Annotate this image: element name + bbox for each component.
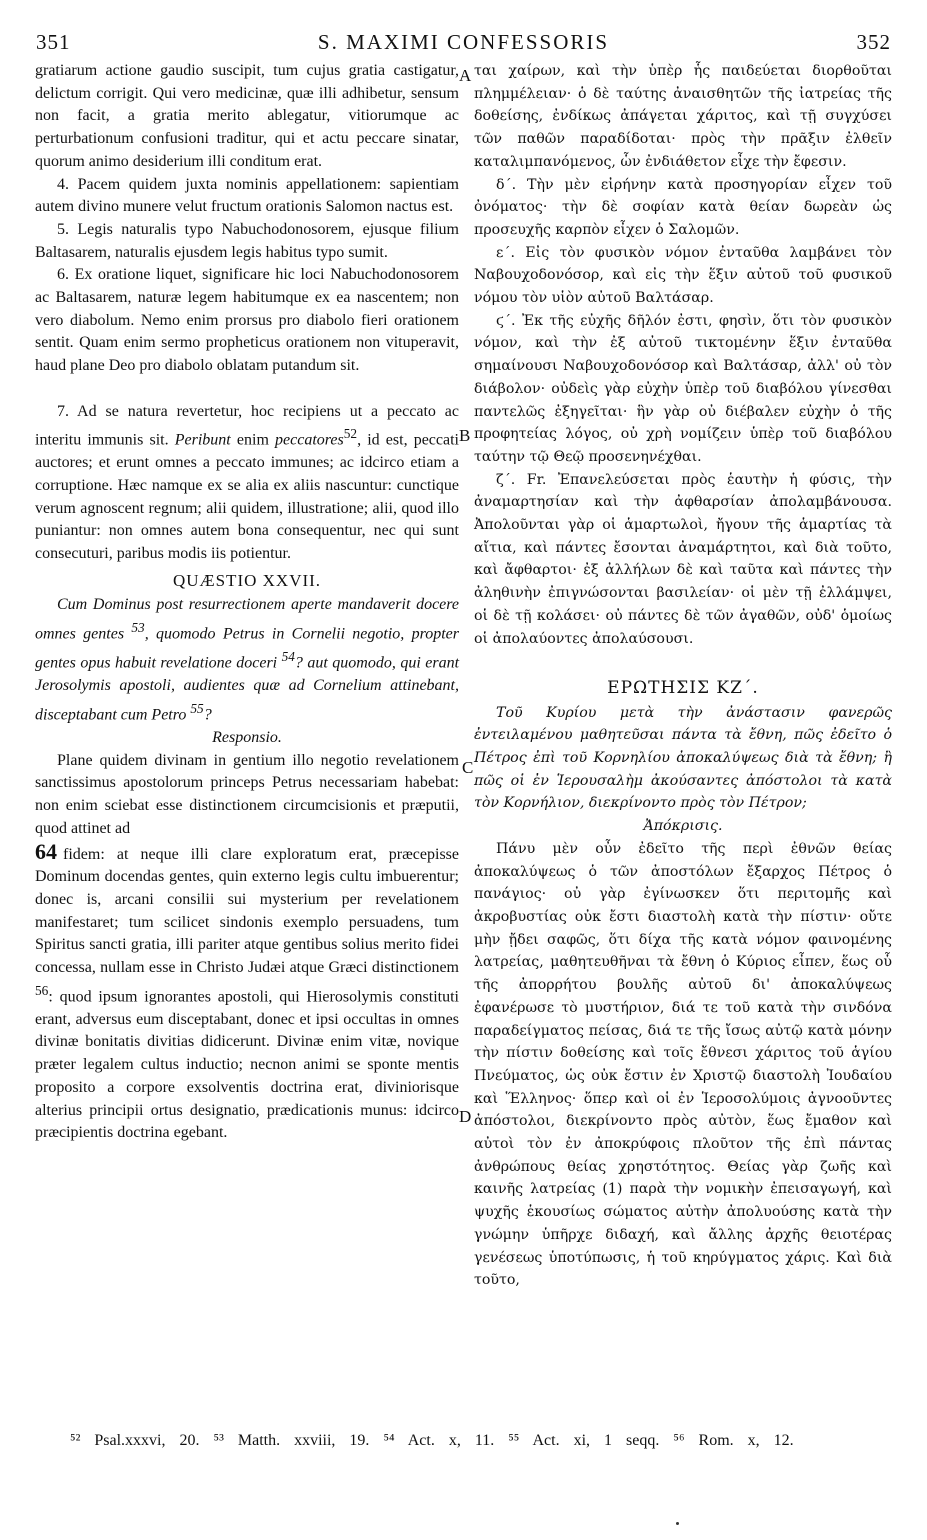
text-run: Cum Dominus post resurrectionem aperte mandaverit docere omnes gentes bbox=[35, 596, 459, 643]
latin-paragraph: 5. Legis naturalis typo Nabuchodonosorem, ejusque filium Baltasarem, naturalis ejusdem legis habitus typo sumit. bbox=[35, 220, 459, 261]
footnote-ref: 54 bbox=[281, 649, 295, 665]
spacer bbox=[474, 650, 892, 673]
text-run: ? bbox=[203, 706, 212, 724]
question-title-greek: ΕΡΩΤΗΣΙΣ ΚΖ΄. bbox=[607, 677, 759, 698]
text-run: 7. Ad se natura revertetur, hoc recipiens ut a peccato ac interitu immunis sit. bbox=[35, 402, 459, 449]
text-run: fidem: at neque illi clare exploratum erat, præcepisse Dominum docendas gentes, quin externo legis cultu imbuerentur; donec is, arcani consilii sui mysterium per revelationem manifestaret; tum scilicet sindonis exemplo persuadens, tum Spiritus sancti gratia, illi pariter atque gentibus solius merito fidei concessa, nullam esse in Christo Judæi atque Græci distinctionem bbox=[35, 845, 459, 977]
spacer bbox=[35, 378, 459, 401]
footnote-ref: 53 bbox=[131, 620, 145, 636]
greek-paragraph: ζ΄. Fr. Ἐπανελεύσεται πρὸς ἑαυτὴν ἡ φύσις, τὴν ἀναμαρτησίαν καὶ τὴν ἀφθαρσίαν ἀπολαμβάνουσα. Ἀπολοῦνται γὰρ οἱ ἁμαρτωλοὶ, ἤγουν τῆς ἁμαρτίας τὰ αἴτια, καὶ πάντες ἔσονται ἀναμάρτητοι, καὶ διὰ τοῦτο, καὶ ἄφθαρτοι· ἐξ ἀλλήλων δὲ καὶ ταῦτα καὶ πάντες τὴν ἀληθινὴν ἐπιγνώσονται βασιλείαν· οἱ μὲν τῇ ἐλλάμψει, οἱ δὲ τῇ κολάσει· οὐ πάντες δὲ τῶν ἀγαθῶν, οὐδ' ὁμοίως οἱ ἀπολαύοντες ἀπολαύσουσι. bbox=[474, 471, 892, 647]
text-run: ? aut quomodo, qui erant Jerosolymis apostoli, audientes quæ ad Cornelium attinebant, disceptabant cum Petro bbox=[35, 654, 460, 724]
apokrisis-heading: Ἀπόκρισις. bbox=[643, 818, 723, 835]
latin-paragraph: gratiarum actione gaudio suscipit, tum cujus gratia castigatur, delictum corrigit. Qui vero medicinæ, quæ illi adhibetur, sensum non facit, a gratia merito ablegatur, vitiorumque ac perturbationum confusioni traditur, qui et actu peccare sinatar, quorum animo desiderium illi conditum erat. bbox=[35, 62, 459, 170]
margin-marker-c: C bbox=[462, 758, 474, 777]
footnote: ⁵³ Matth. xxviii, 19. bbox=[213, 1432, 370, 1449]
greek-column bbox=[474, 60, 892, 1292]
question-title-latin: QUÆSTIO XXVII. bbox=[172, 570, 322, 590]
latin-paragraph bbox=[35, 401, 459, 566]
text-run: enim bbox=[236, 431, 269, 449]
italic-run: peccatores bbox=[275, 431, 344, 449]
question-text-greek: Τοῦ Κυρίου μετὰ τὴν ἀνάστασιν φανερῶς ἐντειλαμένου μαθητεῦσαι πάντα τὰ ἔθνη, πῶς ἐδεῖτο ὁ Πέτρος ἐπὶ τοῦ Κορνηλίου ἀποκαλύψεως διὰ τὰ ἔθνη; ἢ πῶς οἱ ἐν Ἱερουσαλὴμ ἀκούσαντες ἀπόστολοι τὰ κατὰ τὸν Κορνήλιον, διεκρίνοντο πρὸς τὸν Πέτρον; bbox=[474, 704, 892, 812]
latin-paragraph: Plane quidem divinam in gentium illo negotio revelationem sanctissimus apostolorum princeps Petrus necessariam habebat: non enim sciebat esse distinctionem circumcisionis et præputii, quod attinet ad bbox=[35, 751, 459, 837]
greek-paragraph: Πάνυ μὲν οὖν ἐδεῖτο τῆς περὶ ἐθνῶν θείας ἀποκαλύψεως ὁ τῶν ἀποστόλων ἔξαρχος Πέτρος ὁ πανάγιος· οὐ γὰρ ἐγίνωσκεν ὅτι περιτομῆς καὶ ἀκροβυστίας οὐκ ἔστι διαστολὴ κατὰ τὴν πίστιν· οὔτε μὴν ᾔδει σαφῶς, ὅτι δίχα τῆς κατὰ νόμον φαινομένης λατρείας, μαθητευθῆναι τὰ ἔθνη ὁ Κύριος εἶπεν, ἕως οὗ τῆς ἀπορρήτου βουλῆς αὐτοῦ δι' ἀποκαλύψεως ἐφανέρωσε τὸ μυστήριον, διά τε τοῦ κατὰ τὴν σινδόνα παραδείγματος πείσας, διά τε τῆς ἴσως αὐτῷ κατὰ μόνην τὴν πίστιν δοθείσης καὶ τοῖς ἔθνεσι χάριτος τοῦ ἁγίου Πνεύματος, ὡς οὐκ ἔστιν ἐν Χριστῷ διαστολὴ Ἰουδαίου καὶ Ἕλληνος· ὅπερ καὶ οἱ ἐν Ἱεροσολύμοις ἀγνοοῦντες ἀπόστολοι, διεκρίνοντο πρὸς αὐτὸν, ἕως ἔμαθον καὶ αὐτοὶ τὸν ἐν ἀποκρύφοις πλοῦτον τῆς ἐπὶ πάντας ἀνθρώπους θείας χρηστότητος. Θείας γὰρ ζωῆς καὶ καινῆς λατρείας (1) παρὰ τὴν νομικὴν ἐπεισαγωγή, καὶ ψυχῆς ἑκουσίως σώματος αὐτὴν ἀπολυούσης κατὰ τὴν γνώμην ὑπῆρχε διδαχή, καὶ ἄλλης ἀρχῆς θειοτέρας γενέσεως ὑποτύπωσις, ἡ τοῦ κηρύγματος χάρις. Καὶ διὰ τοῦτο, bbox=[474, 840, 892, 1289]
margin-marker-d: D bbox=[459, 1107, 472, 1126]
greek-paragraph: δ΄. Τὴν μὲν εἰρήνην κατὰ προσηγορίαν εἶχεν τοῦ ὀνόματος· τὴν δὲ σοφίαν κατὰ θείαν δωρεὰν ὡς προσευχῆς καρπὸν εἶχεν ὁ Σαλομῶν. bbox=[474, 176, 892, 238]
latin-paragraph: 4. Pacem quidem juxta nominis appellationem: sapientiam autem divino munere velut fructum orationis Salomon nactus est. bbox=[35, 175, 459, 216]
latin-column bbox=[35, 60, 459, 1145]
text-run: , id est, peccati auctores; et erunt omnes a peccato immunes; ac idcirco etiam a corruptione. Hæc namque ex se alia ex aliis nascuntur: cunctique verum agnoscent regnum; alii quidem, illustratione; alii, quod illo puniantur: non omnes autem bona consequentur, nec qui sunt consecuturi, paribus modis iis potientur. bbox=[35, 431, 460, 563]
page-number-left: 351 bbox=[36, 30, 71, 54]
text-run: : quod ipsum ignorantes apostoli, qui Hierosolymis constituti erant, adversus eum disceptabant, donec et ipsi occultas in omnes divinæ bonitatis divitias didicerunt. Divinæ enim vitæ, novique præter legalem cultus inductio; necnon animi se sponte mentis proposito a corpore exsolventis doctrina erat, diviniorisque alterius principii ortus designatio, prædicationis munus: idcirco præcipientis doctrina egebant. bbox=[35, 988, 459, 1142]
footnote: ⁵² Psal.xxxvi, 20. bbox=[70, 1432, 200, 1449]
footnote-ref: 56 bbox=[35, 982, 49, 998]
footnote-ref: 52 bbox=[343, 426, 358, 442]
footnotes bbox=[70, 1432, 870, 1450]
latin-paragraph: 6. Ex oratione liquet, significare hic loci Nabuchodonosorem ac Baltasarem, naturæ legem habitumque ex ea nascentem; non vero diabolum. Nemo enim prorsus pro diabolo fieri orationem sentit. Quam enim sermo propheticus orationem non vituperavit, haud plane Deo pro diabolo oblatam putandum sit. bbox=[35, 266, 459, 375]
footnote-ref: 55 bbox=[190, 700, 204, 716]
margin-marker-a: A bbox=[459, 66, 472, 85]
responsio-heading: Responsio. bbox=[212, 728, 282, 746]
greek-paragraph: ται χαίρων, καὶ τὴν ὑπὲρ ἧς παιδεύεται διορθοῦται πλημμέλειαν· ὁ δὲ ταύτης ἀναισθητῶν τῆς ἰατρείας τῆς δοθείσης, ἐνδίκως ἀπάγεται χάριτος, καὶ τῇ συγχύσει τῶν παθῶν παραδίδοται· πρὸς τὴν πρᾶξιν ἐλθεῖν καταλιμπανόμενος, ὧν ἐνδιάθετον εἶχε τὴν ἔφεσιν. bbox=[474, 63, 892, 170]
stray-mark bbox=[676, 1522, 679, 1525]
running-title: S. MAXIMI CONFESSORIS bbox=[317, 30, 610, 54]
page-number-right: 352 bbox=[856, 30, 891, 54]
page-header bbox=[36, 30, 891, 64]
italic-run: Peribunt bbox=[174, 431, 231, 449]
question-text-latin bbox=[35, 594, 459, 727]
column-number: 64 bbox=[35, 838, 57, 864]
footnote: ⁵⁶ Rom. x, 12. bbox=[673, 1432, 794, 1449]
latin-paragraph bbox=[35, 838, 459, 1145]
footnote: ⁵⁵ Act. xi, 1 seqq. bbox=[508, 1432, 660, 1449]
margin-marker-b: B bbox=[459, 426, 471, 445]
footnote: ⁵⁴ Act. x, 11. bbox=[383, 1432, 495, 1449]
greek-paragraph: ε΄. Εἰς τὸν φυσικὸν νόμον ἐνταῦθα λαμβάνει τὸν Ναβουχοδονόσορ, καὶ εἰς τὴν ἕξιν αὐτοῦ τοῦ φυσικοῦ νόμου τὸν υἱὸν αὐτοῦ Βαλτάσαρ. bbox=[474, 244, 892, 307]
text-run: , quomodo Petrus in Cornelii negotio, propter gentes opus habuit revelatione doceri bbox=[35, 625, 460, 672]
greek-paragraph: ϛ΄. Ἐκ τῆς εὐχῆς δῆλόν ἐστι, φησὶν, ὅτι τὸν φυσικὸν νόμον, καὶ τὴν ἐξ αὐτοῦ τικτομένην ἕξιν ἐνταῦθα σημαίνουσι Ναβουχοδονόσορ καὶ Βαλτάσαρ, ἀλλ' οὐ τὸν διάβολον· οὐδεὶς γὰρ εὐχὴν ὑπὲρ τοῦ διαβόλου γίνεσθαι παντελῶς ἐξηγεῖται· ἣν γὰρ οὐ διέβαλεν εὐχὴν ὁ τῆς προφητείας λόγος, οὐ χρὴ νομίζειν ὑπὲρ τοῦ διαβόλου ταύτην τῷ Θεῷ προσενηνέχθαι. bbox=[474, 312, 892, 465]
